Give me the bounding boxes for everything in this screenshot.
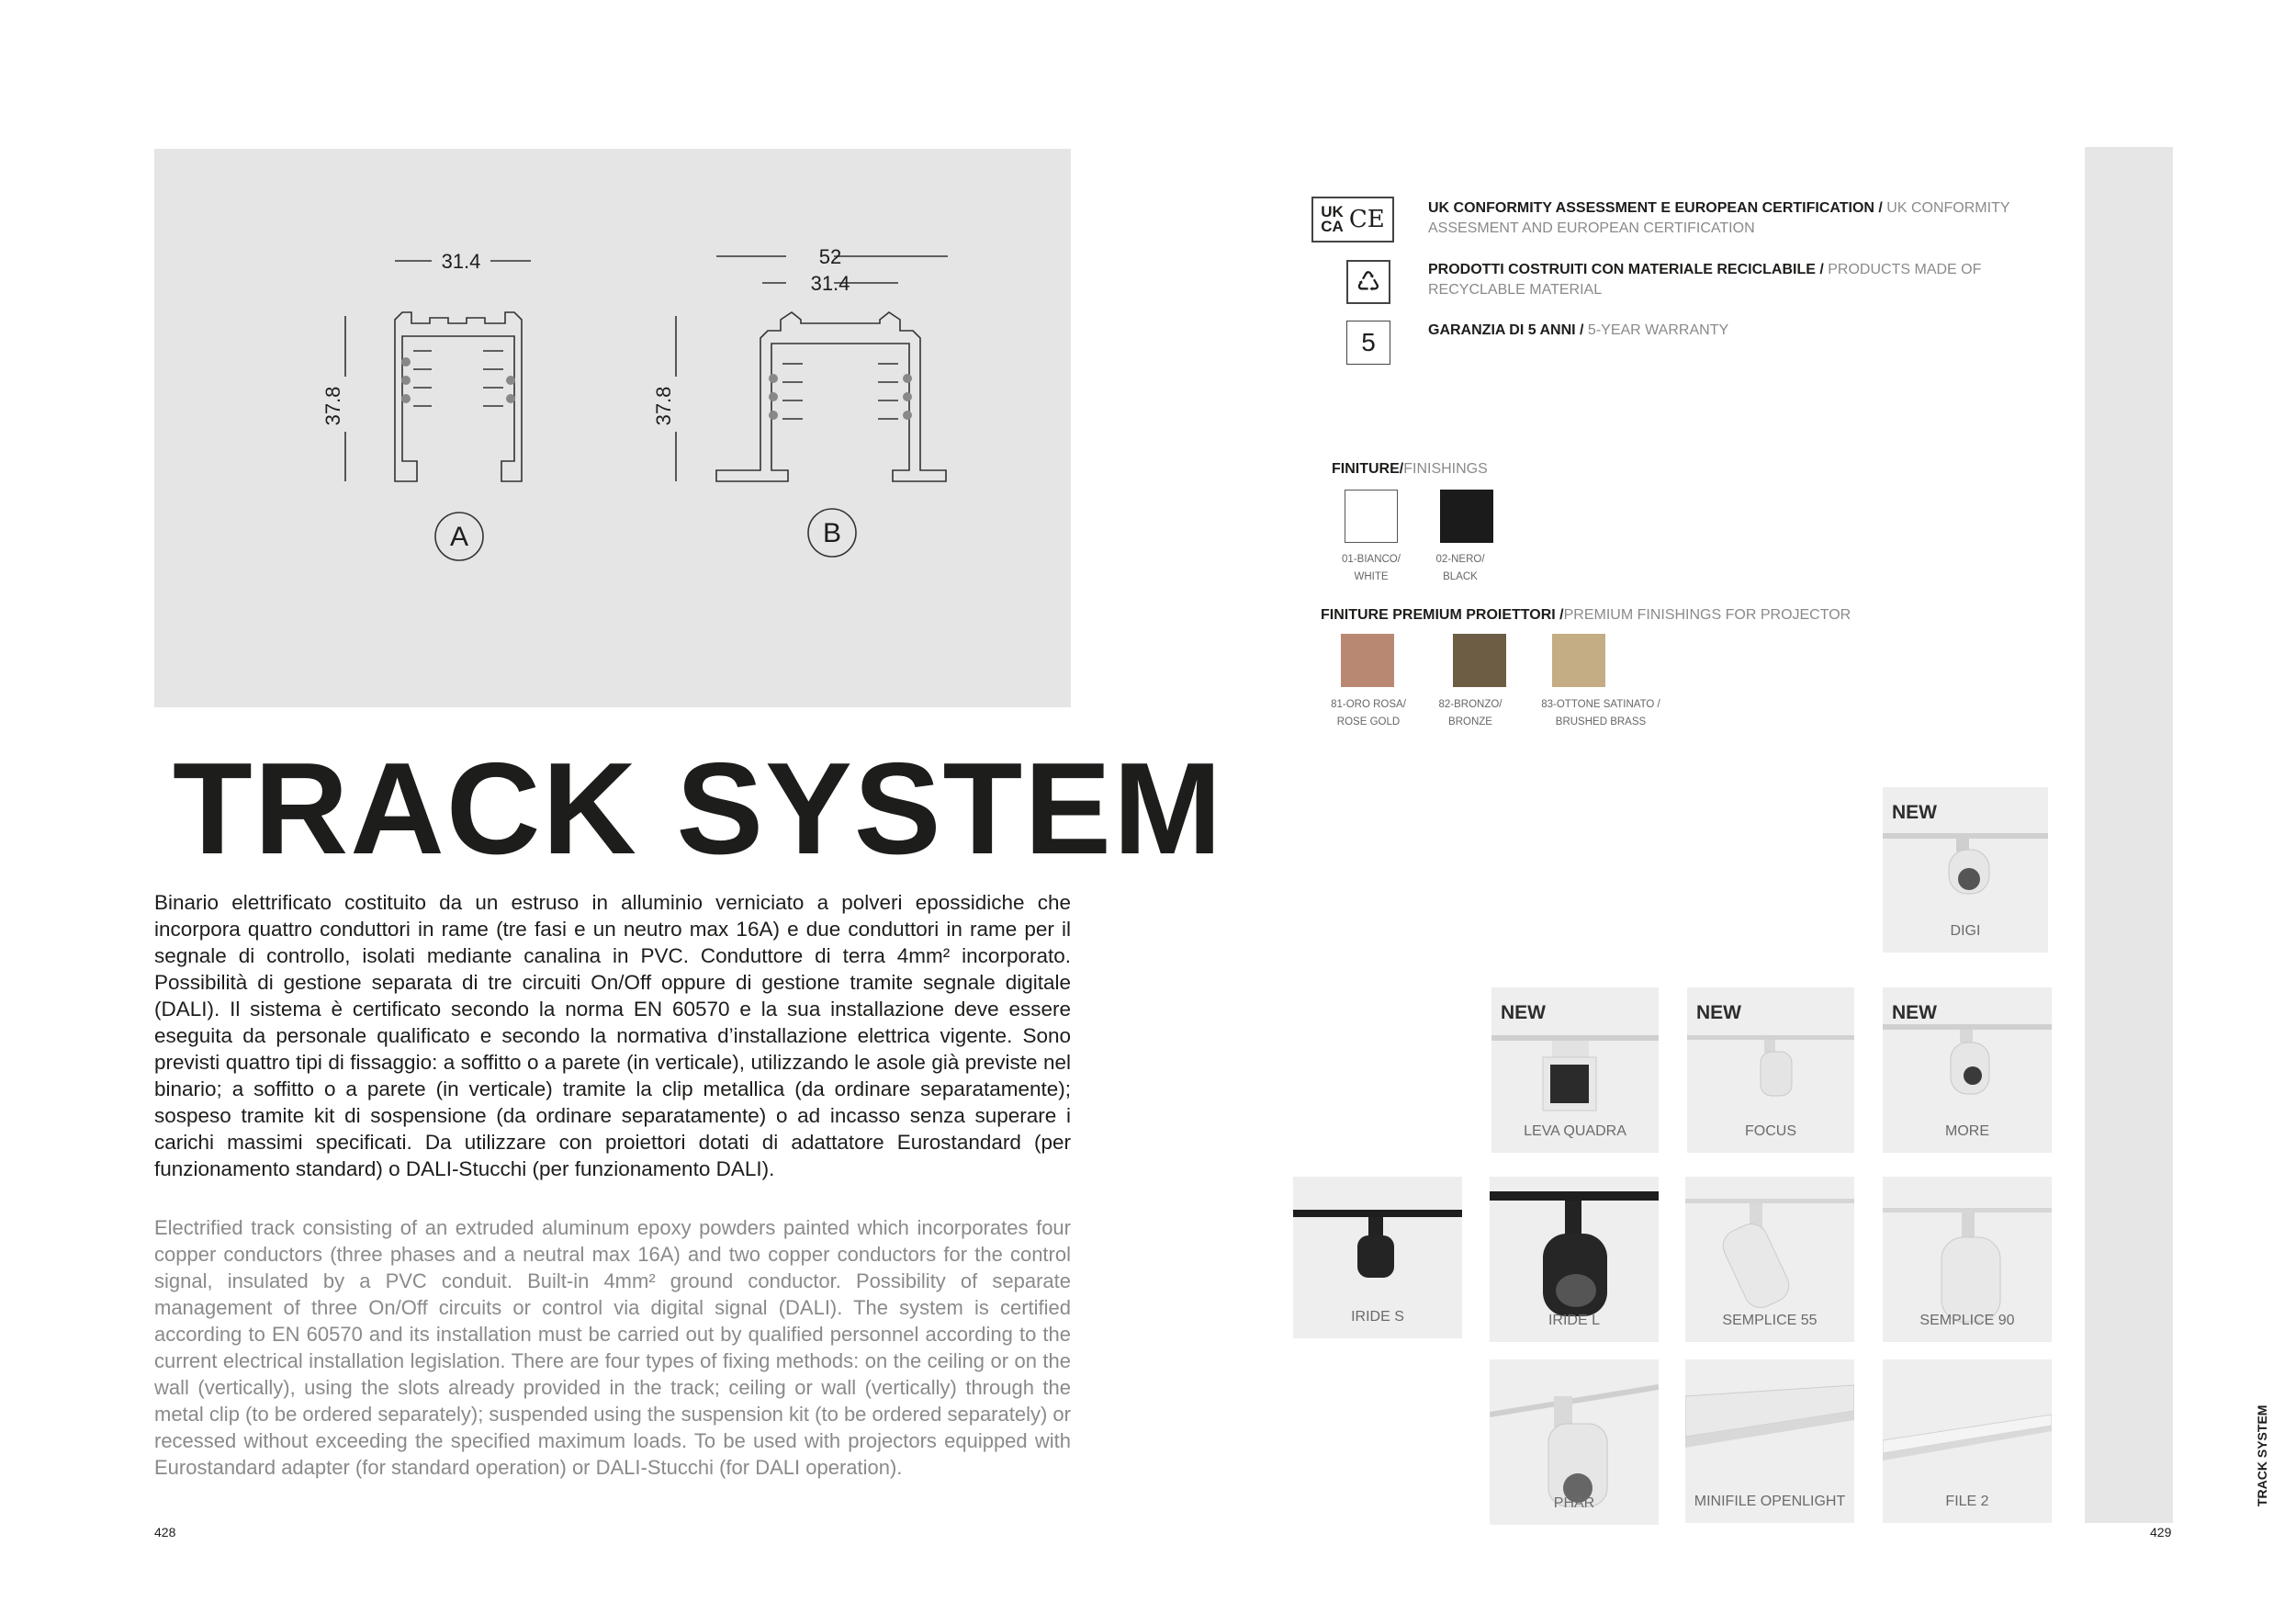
warranty-5-icon: 5 <box>1346 321 1390 365</box>
cert-recycle-text: PRODOTTI COSTRUITI CON MATERIALE RECICLABILE / PRODUCTS MADE OF RECYCLABLE MATERIAL <box>1428 262 1982 298</box>
product-card-minifile-openlight[interactable] <box>1685 1359 1854 1523</box>
ukca-bottom-text: CA <box>1321 218 1344 235</box>
product-name: MINIFILE OPENLIGHT <box>1694 1494 1846 1509</box>
product-card-file-2[interactable] <box>1883 1359 2052 1523</box>
product-card-iride-s[interactable] <box>1293 1177 1462 1338</box>
description-italian: Binario elettrificato costituito da un estruso in alluminio verniciato a polveri epossidiche che incorpora quattro conduttori in rame (tre fasi e un neutro max 16A) e due conduttori in rame per il segnale di controllo, isolati mediante canalina in PVC. Conduttore di terra 4mm² incorporato. Possibilità di gestione separata di tre circuiti On/Off oppure di gestione tramite segnale digitale (DALI). Il sistema è certificato secondo la norma EN 60570 e la sua installazione deve essere eseguita da personale qualificato e secondo la normativa d’installazione elettrica vigente. Sono previsti quattro tipi di fissaggio: a soffitto o a parete (in verticale), utilizzando le asole già previste nel binario; a soffitto o a parete (in verticale) tramite la clip metallica (da ordinare separatamente); sospeso tramite kit di sospensione (da ordinare separatamente) o ad incasso senza superare i carichi massimi specificati. Da utilizzare con proiettori dotati di adattatore Eurostandard (per funzionamento standard) o DALI-Stucchi (per funzionamento DALI). <box>154 891 1071 1180</box>
cert-warranty-text: GARANZIA DI 5 ANNI / 5-YEAR WARRANTY <box>1428 322 1729 338</box>
product-name: FOCUS <box>1745 1123 1796 1139</box>
swatch-rose-gold-label: 81-ORO ROSA/ ROSE GOLD <box>1331 699 1406 727</box>
product-card-iride-l[interactable] <box>1490 1177 1659 1342</box>
right-sidebar-strip <box>2085 147 2173 1523</box>
product-card-semplice-55[interactable] <box>1685 1177 1854 1342</box>
swatch-bronze-label: 82-BRONZO/ BRONZE <box>1438 699 1503 727</box>
product-name: IRIDE L <box>1548 1313 1600 1328</box>
profile-a-width: 31.4 <box>441 250 481 273</box>
product-name: SEMPLICE 90 <box>1919 1313 2015 1328</box>
product-card-leva-quadra[interactable]: NEW LEVA QUADRA <box>1491 987 1659 1153</box>
product-name: MORE <box>1945 1123 1989 1139</box>
product-card-semplice-90[interactable] <box>1883 1177 2052 1342</box>
product-name: SEMPLICE 55 <box>1722 1313 1818 1328</box>
profile-b-inner-width: 31.4 <box>810 272 850 295</box>
premium-finishings-label: FINITURE PREMIUM PROIETTORI /PREMIUM FINISHINGS FOR PROJECTOR <box>1321 607 1851 623</box>
swatch-brushed-brass <box>1552 634 1605 687</box>
profile-a-label: A <box>449 522 469 552</box>
swatch-white-label: 01-BIANCO/ WHITE <box>1342 554 1401 582</box>
ce-mark-text: CE <box>1348 206 1385 233</box>
technical-drawing-panel <box>154 149 1071 707</box>
profile-b-label: B <box>822 518 842 548</box>
cert-ukca-text: UK CONFORMITY ASSESSMENT E EUROPEAN CERTIFICATION / UK CONFORMITY ASSESMENT AND EUROPEAN CERTIFICATION <box>1428 200 2010 236</box>
product-card-digi[interactable]: NEW DIGI <box>1883 787 2048 953</box>
description-english: Electrified track consisting of an extruded aluminum epoxy powders painted which incorporates four copper conductors (three phases and a neutral max 16A) and two copper conductors for the control signal, insulated by a PVC conduit. Built-in 4mm² ground conductor. Possibility of separate management of three On/Off circuits or control via digital signal (DALI). The system is certified according to EN 60570 and its installation must be carried out by qualified personnel according to the current electrical installation legislation. There are four types of fixing methods: on the ceiling or on the wall (vertically), using the slots already provided in the track; ceiling or wall (vertically) through the metal clip (to be ordered separately); suspended using the suspension kit (to be ordered separately) or recessed without exceeding the specified maximum loads. To be used with projectors equipped with Eurostandard adapter (for standard operation) or DALI-Stucchi (for DALI operation). <box>154 1216 1071 1479</box>
product-name: PHAR <box>1553 1495 1595 1511</box>
product-card-more[interactable]: NEW MORE <box>1883 987 2052 1153</box>
ukca-top-text: UK <box>1321 203 1344 220</box>
swatch-rose-gold <box>1341 634 1394 687</box>
product-name: IRIDE S <box>1351 1309 1404 1325</box>
swatch-white <box>1345 490 1398 543</box>
page-number-right: 429 <box>2150 1525 2172 1539</box>
product-name: LEVA QUADRA <box>1524 1123 1626 1139</box>
swatch-brushed-brass-label: 83-OTTONE SATINATO / BRUSHED BRASS <box>1541 699 1660 727</box>
swatch-black <box>1440 490 1493 543</box>
swatch-black-label: 02-NERO/ BLACK <box>1435 554 1485 582</box>
product-card-phar[interactable] <box>1490 1359 1659 1525</box>
product-card-focus[interactable]: NEW FOCUS <box>1687 987 1854 1153</box>
profile-a-height: 37.8 <box>321 386 344 426</box>
product-name: DIGI <box>1950 923 1981 939</box>
product-name: FILE 2 <box>1945 1494 1989 1509</box>
profile-b-height: 37.8 <box>652 386 675 426</box>
finishings-label: FINITURE/FINISHINGS <box>1332 461 1488 477</box>
profile-b-outer-width: 52 <box>818 245 842 268</box>
side-section-title: TRACK SYSTEM <box>2255 1404 2269 1506</box>
track-profile-drawing <box>154 149 1071 707</box>
swatch-bronze <box>1453 634 1506 687</box>
recycle-icon: ♺ <box>1346 260 1390 304</box>
page-number-left: 428 <box>154 1525 176 1539</box>
page-title: TRACK SYSTEM <box>173 736 1224 882</box>
ukca-ce-mark-icon <box>1311 197 1394 242</box>
